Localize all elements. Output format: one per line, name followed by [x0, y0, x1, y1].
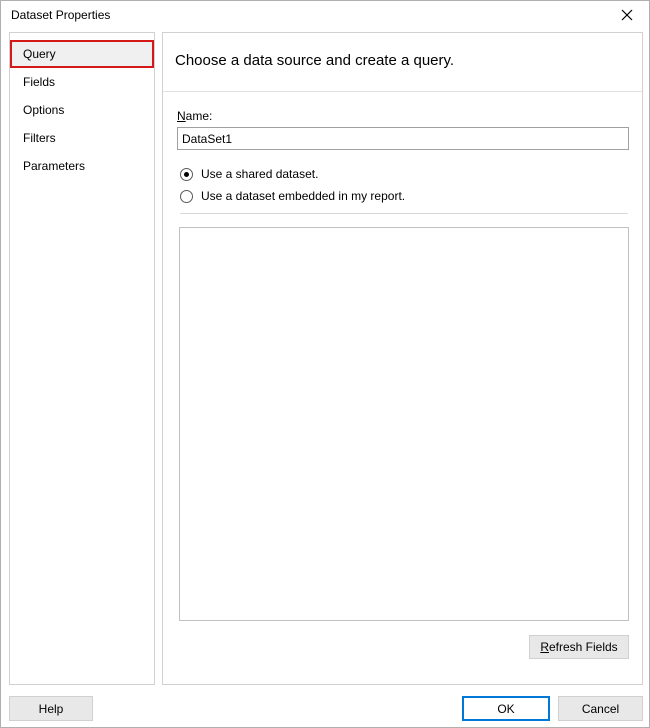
refresh-fields-button[interactable] — [529, 635, 629, 659]
ok-button[interactable]: OK — [462, 696, 550, 721]
page-title: Choose a data source and create a query. — [175, 52, 455, 69]
sidebar-item-label: Parameters — [23, 159, 86, 173]
query-text-area[interactable] — [179, 227, 629, 621]
sidebar-item-label: Options — [23, 103, 65, 117]
refresh-accel: R — [540, 640, 549, 654]
divider — [180, 213, 628, 214]
sidebar-item-label: Fields — [23, 75, 56, 89]
cancel-button[interactable]: Cancel — [558, 696, 643, 721]
close-icon[interactable] — [605, 1, 649, 29]
navigation-panel — [9, 32, 155, 685]
name-input[interactable] — [177, 127, 629, 150]
name-label-rest: ame: — [185, 109, 213, 123]
radio-use-embedded-dataset[interactable] — [180, 189, 405, 203]
sidebar-item-label: Query — [23, 47, 56, 61]
refresh-label-rest: efresh Fields — [548, 640, 618, 654]
sidebar-item-fields[interactable] — [10, 68, 154, 96]
content-panel — [162, 32, 643, 685]
name-label-accel: N — [177, 109, 186, 123]
sidebar-item-label: Filters — [23, 131, 56, 145]
radio-use-shared-dataset[interactable] — [180, 167, 318, 181]
name-label — [177, 109, 212, 123]
title-bar — [1, 1, 649, 30]
radio-label: Use a dataset embedded in my report. — [201, 189, 406, 203]
sidebar-item-query[interactable] — [10, 40, 154, 68]
sidebar-item-filters[interactable] — [10, 124, 154, 152]
window-title: Dataset Properties — [11, 8, 111, 22]
sidebar-item-options[interactable] — [10, 96, 154, 124]
radio-label: Use a shared dataset. — [201, 167, 319, 181]
sidebar-item-parameters[interactable] — [10, 152, 154, 180]
radio-button-icon[interactable] — [180, 168, 193, 181]
help-button[interactable]: Help — [9, 696, 93, 721]
content-header — [163, 33, 642, 92]
radio-button-icon[interactable] — [180, 190, 193, 203]
